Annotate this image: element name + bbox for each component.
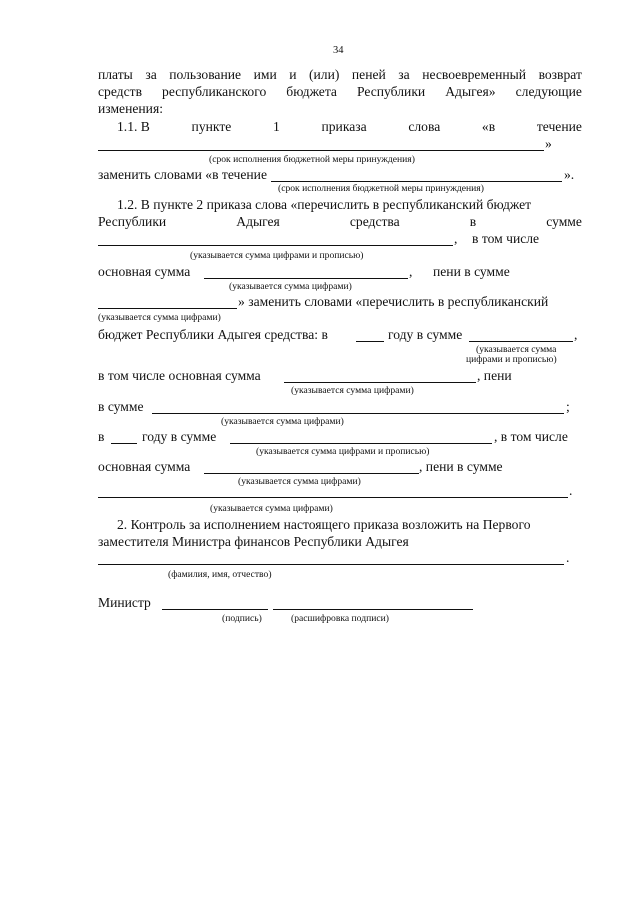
fill-in-line[interactable] xyxy=(111,443,137,444)
comma: , xyxy=(409,264,413,279)
closing-quote: » xyxy=(545,136,552,151)
word: республиканского xyxy=(162,84,267,99)
paragraph-text: в том числе xyxy=(472,231,540,246)
word: 1.1. В xyxy=(117,119,150,134)
semicolon: ; xyxy=(566,399,570,414)
word: слова xyxy=(408,119,441,134)
paragraph-line xyxy=(98,67,582,83)
paragraph-line: заменить словами «в течение xyxy=(98,167,267,182)
closing-quote: ». xyxy=(564,167,575,182)
paragraph-text: , пени в сумме xyxy=(419,459,503,474)
paragraph-text: заместителя Министра финансов Республики Адыгея xyxy=(98,534,409,549)
word: Республики xyxy=(98,214,167,229)
clause-2-line: 2. Контроль за исполнением настоящего приказа возложить на Первого xyxy=(117,517,531,532)
fill-in-line[interactable] xyxy=(98,308,237,309)
period: . xyxy=(569,483,573,498)
fill-in-line[interactable] xyxy=(98,564,564,565)
field-caption: (указывается сумма цифрами и прописью) xyxy=(190,250,364,261)
paragraph-line xyxy=(98,84,582,100)
field-caption: (указывается сумма цифрами) xyxy=(229,281,352,292)
fill-in-line[interactable] xyxy=(152,413,564,414)
fill-in-line[interactable] xyxy=(98,150,544,151)
paragraph-text: в сумме xyxy=(98,399,144,414)
word: течение xyxy=(536,119,582,134)
word: несвоевременный xyxy=(422,67,527,82)
word: сумме xyxy=(546,214,582,229)
fill-in-line[interactable] xyxy=(230,443,492,444)
paragraph-text: , в том числе xyxy=(494,429,568,444)
word: следующие xyxy=(515,84,582,99)
clause-1-2-line: 1.2. В пункте 2 приказа слова «перечислить в республиканский бюджет xyxy=(117,197,532,212)
fill-in-line[interactable] xyxy=(98,497,568,498)
word: Адыгея» xyxy=(445,84,496,99)
page-number: 34 xyxy=(333,45,344,56)
comma: , xyxy=(574,327,578,342)
signatory-title: Министр xyxy=(98,595,151,610)
paragraph-text: основная сумма xyxy=(98,264,191,279)
fill-in-line[interactable] xyxy=(271,181,562,182)
word: пеней xyxy=(351,67,386,82)
word: платы xyxy=(98,67,133,82)
fill-in-line[interactable] xyxy=(204,278,408,279)
fill-in-line[interactable] xyxy=(469,341,573,342)
field-caption: (подпись) xyxy=(222,613,262,624)
fill-in-line[interactable] xyxy=(284,382,476,383)
paragraph-text: бюджет Республики Адыгея средства: в xyxy=(98,327,328,342)
paragraph-text: » заменить словами «перечислить в республиканский xyxy=(238,294,549,309)
signature-line[interactable] xyxy=(162,609,268,610)
word: пользование xyxy=(169,67,242,82)
word: бюджета xyxy=(286,84,337,99)
word: Адыгея xyxy=(236,214,280,229)
word: средства xyxy=(349,214,400,229)
paragraph-text: пени в сумме xyxy=(433,264,510,279)
paragraph-text: в том числе основная сумма xyxy=(98,368,261,383)
field-caption: (указывается сумма цифрами) xyxy=(238,476,361,487)
word: приказа xyxy=(321,119,367,134)
field-caption: (расшифровка подписи) xyxy=(291,613,389,624)
fill-in-line[interactable] xyxy=(356,341,384,342)
word: 1 xyxy=(272,119,280,134)
word: пункте xyxy=(191,119,232,134)
field-caption: (срок исполнения бюджетной меры принуждения) xyxy=(278,183,484,194)
paragraph-text: в xyxy=(98,429,105,444)
field-caption: (указывается сумма цифрами и прописью) xyxy=(256,446,430,457)
word: и xyxy=(289,67,297,82)
period: . xyxy=(566,550,570,565)
word: ими xyxy=(253,67,277,82)
paragraph-text: году в сумме xyxy=(142,429,217,444)
signature-name-line[interactable] xyxy=(273,609,473,610)
word: возврат xyxy=(538,67,582,82)
paragraph-text: году в сумме xyxy=(388,327,463,342)
field-caption: (указывается сумма цифрами) xyxy=(210,503,333,514)
paragraph-line: изменения: xyxy=(98,101,163,116)
word: Республики xyxy=(357,84,426,99)
clause-1-1-line xyxy=(117,119,582,135)
field-caption: (указывается сумма цифрами) xyxy=(291,385,414,396)
paragraph-text: , пени xyxy=(477,368,512,383)
field-caption: (указывается сумма цифрами) xyxy=(221,416,344,427)
comma: , xyxy=(454,231,458,246)
word: за xyxy=(398,67,410,82)
field-caption: (указывается сумма цифрами) xyxy=(98,312,221,323)
field-caption: (срок исполнения бюджетной меры принуждения) xyxy=(209,154,415,165)
paragraph-line xyxy=(98,214,582,230)
paragraph-text: основная сумма xyxy=(98,459,191,474)
field-caption: (фамилия, имя, отчество) xyxy=(168,569,272,580)
field-caption: цифрами и прописью) xyxy=(466,354,557,365)
fill-in-line[interactable] xyxy=(204,473,419,474)
word: средств xyxy=(98,84,142,99)
field-caption: (указывается сумма xyxy=(476,344,557,355)
word: за xyxy=(145,67,157,82)
fill-in-line[interactable] xyxy=(98,245,453,246)
word: в xyxy=(469,214,477,229)
word: «в xyxy=(481,119,496,134)
word: (или) xyxy=(309,67,340,82)
